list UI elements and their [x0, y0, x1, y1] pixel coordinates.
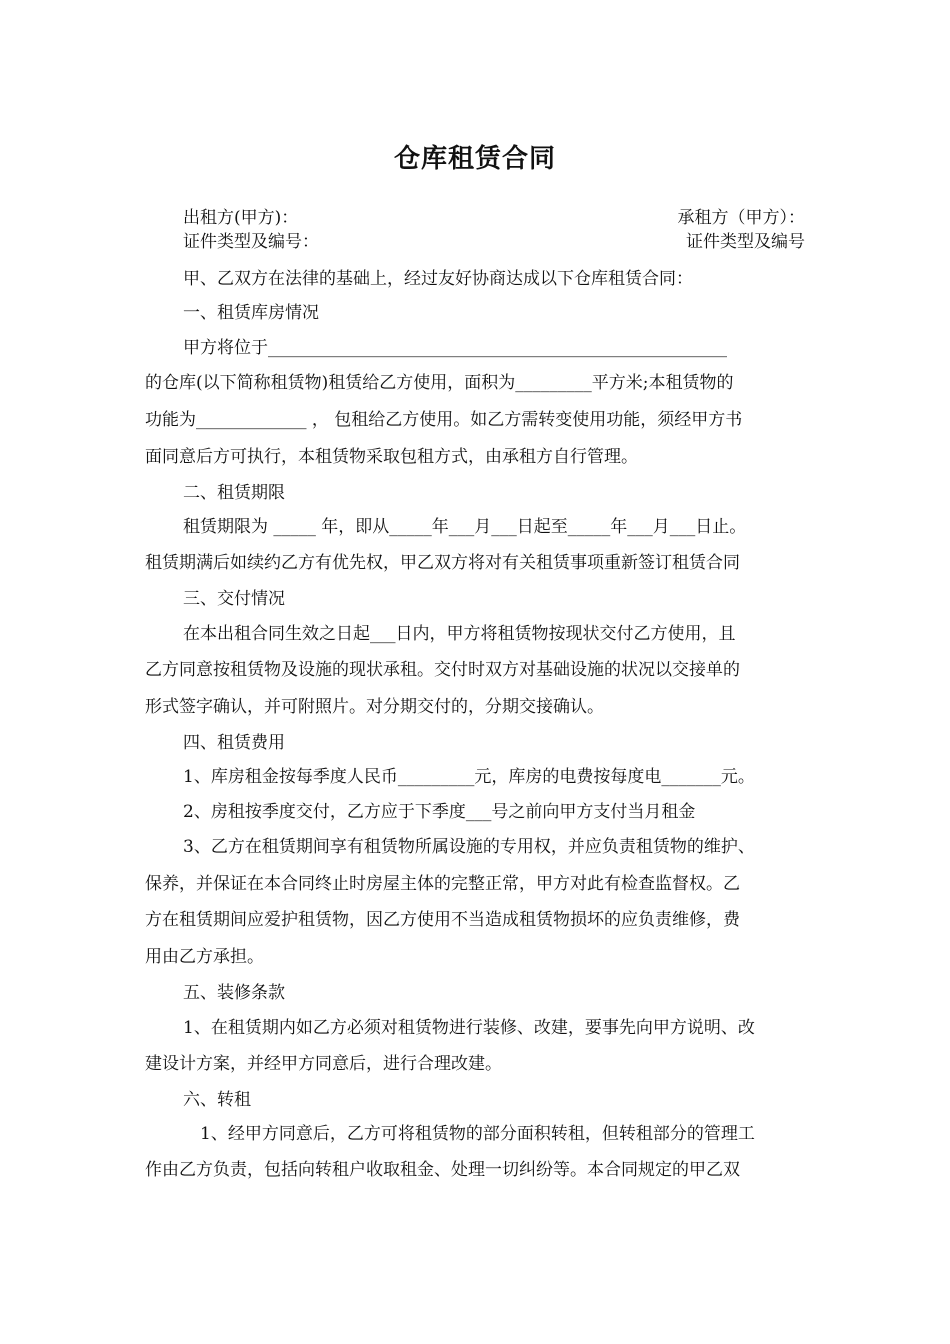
paragraph-line: 租赁期限为 _____ 年，即从_____年___月___日起至_____年___月___日止。	[183, 517, 747, 537]
document-title: 仓库租赁合同	[393, 144, 556, 174]
lessee-label: 承租方（甲方）：	[677, 208, 805, 228]
paragraph-line: 保养，并保证在本合同终止时房屋主体的完整正常，甲方对此有检查监督权。乙	[145, 874, 740, 894]
paragraph-line: 1、在租赁期内如乙方必须对租赁物进行装修、改建，要事先向甲方说明、改	[183, 1018, 755, 1038]
lessee-id-label: 证件类型及编号	[686, 232, 805, 252]
lessor-label: 出租方(甲方)：	[183, 208, 299, 228]
paragraph-line: 甲方将位于______________________________________________________	[183, 338, 727, 358]
paragraph-line: 在本出租合同生效之日起___日内，甲方将租赁物按现状交付乙方使用，且	[183, 624, 736, 644]
paragraph-line: 3、乙方在租赁期间享有租赁物所属设施的专用权，并应负责租赁物的维护、	[183, 837, 755, 857]
paragraph-line: 建设计方案，并经甲方同意后，进行合理改建。	[145, 1054, 502, 1074]
paragraph-line: 的仓库(以下简称租赁物)租赁给乙方使用，面积为_________平方米;本租赁物的	[145, 373, 734, 393]
paragraph-line: 功能为_____________ ， 包租给乙方使用。如乙方需转变使用功能，须经甲方书	[145, 410, 743, 430]
section-heading: 一、租赁库房情况	[183, 303, 319, 323]
paragraph-line: 租赁期满后如续约乙方有优先权，甲乙双方将对有关租赁事项重新签订租赁合同	[145, 553, 740, 573]
paragraph-line: 1、库房租金按每季度人民币_________元，库房的电费按每度电_______元。	[183, 767, 755, 787]
section-heading: 五、装修条款	[183, 983, 285, 1003]
paragraph-line: 面同意后方可执行，本租赁物采取包租方式，由承租方自行管理。	[145, 447, 638, 467]
section-heading: 三、交付情况	[183, 589, 285, 609]
paragraph-line: 方在租赁期间应爱护租赁物，因乙方使用不当造成租赁物损坏的应负责维修，费	[145, 910, 740, 930]
section-heading: 六、转租	[183, 1090, 251, 1110]
paragraph-line: 作由乙方负责，包括向转租户收取租金、处理一切纠纷等。本合同规定的甲乙双	[145, 1160, 740, 1180]
intro-line: 甲、乙双方在法律的基础上，经过友好协商达成以下仓库租赁合同：	[183, 269, 693, 289]
paragraph-line: 形式签字确认，并可附照片。对分期交付的，分期交接确认。	[145, 697, 604, 717]
paragraph-line: 乙方同意按租赁物及设施的现状承租。交付时双方对基础设施的状况以交接单的	[145, 660, 740, 680]
paragraph-line: 2、房租按季度交付，乙方应于下季度___号之前向甲方支付当月租金	[183, 802, 696, 822]
paragraph-line: 1、经甲方同意后，乙方可将租赁物的部分面积转租，但转租部分的管理工	[200, 1124, 755, 1144]
paragraph-line: 用由乙方承担。	[145, 947, 264, 967]
lessor-id-label: 证件类型及编号：	[183, 232, 319, 252]
section-heading: 二、租赁期限	[183, 483, 285, 503]
section-heading: 四、租赁费用	[183, 733, 285, 753]
